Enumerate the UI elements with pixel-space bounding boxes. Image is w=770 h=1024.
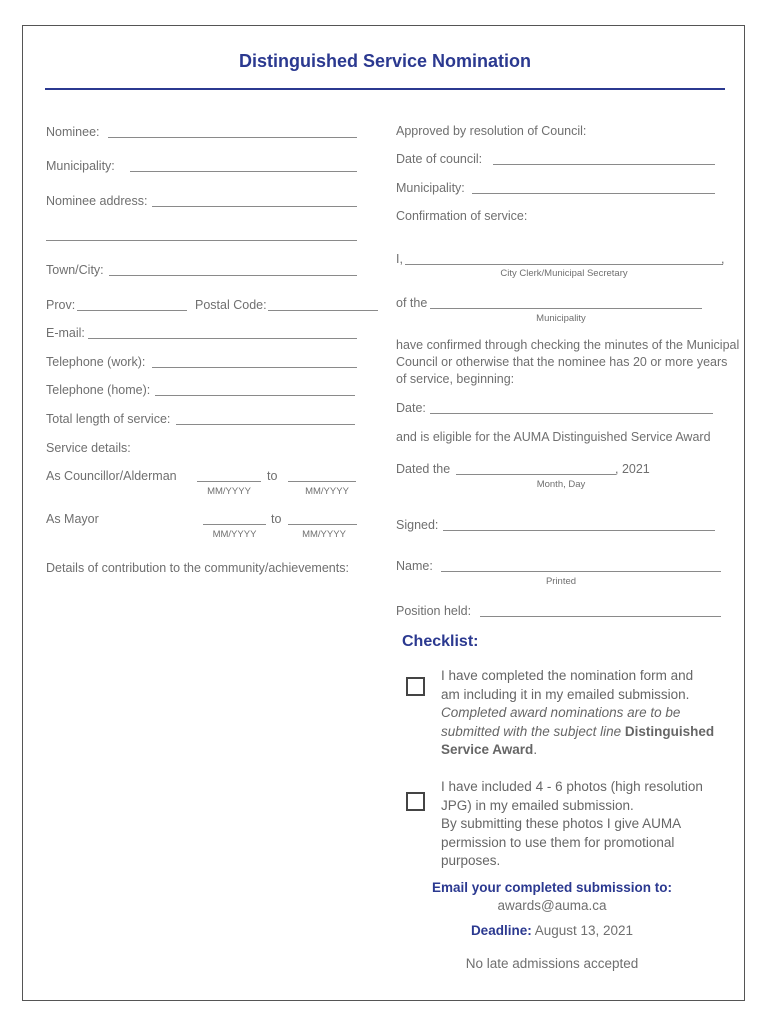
eligible-text: and is eligible for the AUMA Distinguished Service Award <box>396 430 711 444</box>
checklist-item-1 <box>441 667 741 760</box>
dated-the-field[interactable] <box>456 474 616 475</box>
checklist-heading: Checklist: <box>402 633 479 650</box>
councillor-label: As Councillor/Alderman <box>46 469 177 483</box>
prov-label: Prov: <box>46 298 76 312</box>
checklist-item-1-note <box>441 704 741 760</box>
telephone-home-field[interactable] <box>155 395 355 396</box>
name-field[interactable] <box>441 571 721 572</box>
nominee-address-label: Nominee address: <box>46 194 148 208</box>
town-city-field[interactable] <box>109 275 357 276</box>
deadline-line <box>382 923 722 938</box>
date-council-label: Date of council: <box>396 152 483 166</box>
checklist-item-1-subject: Distinguished Service Award <box>441 723 715 757</box>
checklist-item-1-line2: am including it in my emailed submission. <box>441 686 690 702</box>
councillor-from-format: MM/YYYY <box>207 486 251 497</box>
mayor-from-format: MM/YYYY <box>212 529 257 540</box>
confirmation-label: Confirmation of service: <box>396 209 528 223</box>
email-address[interactable]: awards@auma.ca <box>497 898 607 913</box>
i-suffix: , <box>721 252 725 266</box>
checklist-item-2-permission: By submitting these photos I give AUMA permission to use them for promotional purposes. <box>441 816 681 868</box>
right-municipality-label: Municipality: <box>396 181 465 195</box>
mayor-to-field[interactable] <box>288 524 357 525</box>
deadline-date: August 13, 2021 <box>534 923 634 938</box>
title-divider <box>45 88 725 90</box>
nominee-address-field[interactable] <box>152 206 357 207</box>
checklist-checkbox-1[interactable] <box>406 677 425 696</box>
councillor-to-label: to <box>267 469 278 483</box>
postal-code-field[interactable] <box>268 310 378 311</box>
telephone-home-label: Telephone (home): <box>46 383 151 397</box>
prov-field[interactable] <box>77 310 187 311</box>
printed-caption: Printed <box>545 576 577 587</box>
email-label: E-mail: <box>46 326 85 340</box>
signed-label: Signed: <box>396 518 439 532</box>
checklist-checkbox-2[interactable] <box>406 792 425 811</box>
checklist-item-1-period: . <box>533 742 538 757</box>
details-contribution-label: Details of contribution to the community/achievements: <box>46 561 349 575</box>
clerk-caption: City Clerk/Municipal Secretary <box>500 268 628 279</box>
name-label: Name: <box>396 559 433 573</box>
of-the-label: of the <box>396 296 428 310</box>
nominee-address-field-line2[interactable] <box>46 240 357 241</box>
municipality-label: Municipality: <box>46 159 115 173</box>
checklist-item-2 <box>441 778 731 871</box>
no-late-notice: No late admissions accepted <box>465 956 639 971</box>
service-details-label: Service details: <box>46 441 131 455</box>
town-city-label: Town/City: <box>46 263 104 277</box>
mayor-label: As Mayor <box>46 512 99 526</box>
email-field[interactable] <box>88 338 357 339</box>
dated-the-label: Dated the <box>396 462 451 476</box>
email-instructions: Email your completed submission to: <box>431 880 673 895</box>
clerk-name-field[interactable] <box>405 264 723 265</box>
postal-code-label: Postal Code: <box>195 298 267 312</box>
telephone-work-field[interactable] <box>152 367 357 368</box>
form-title: Distinguished Service Nomination <box>238 51 532 71</box>
right-municipality-field[interactable] <box>472 193 715 194</box>
position-held-field[interactable] <box>480 616 721 617</box>
date-label: Date: <box>396 401 426 415</box>
municipality-caption: Municipality <box>536 313 586 324</box>
date-field[interactable] <box>430 413 713 414</box>
mayor-to-label: to <box>271 512 282 526</box>
signed-field[interactable] <box>443 530 715 531</box>
checklist-item-2-text: I have included 4 - 6 photos (high resolution JPG) in my emailed submission. <box>441 779 703 813</box>
telephone-work-label: Telephone (work): <box>46 355 146 369</box>
nominee-field[interactable] <box>108 137 357 138</box>
approved-label: Approved by resolution of Council: <box>396 124 587 138</box>
of-the-municipality-field[interactable] <box>430 308 702 309</box>
councillor-to-format: MM/YYYY <box>305 486 349 497</box>
mayor-from-field[interactable] <box>203 524 266 525</box>
month-day-caption: Month, Day <box>536 479 586 490</box>
councillor-to-field[interactable] <box>288 481 356 482</box>
checklist-item-1-line1: I have completed the nomination form and <box>441 668 694 683</box>
nominee-label: Nominee: <box>46 125 100 139</box>
i-label: I, <box>396 252 403 266</box>
total-length-field[interactable] <box>176 424 355 425</box>
deadline-label: Deadline: <box>470 923 532 938</box>
date-council-field[interactable] <box>493 164 715 165</box>
total-length-label: Total length of service: <box>46 412 171 426</box>
municipality-field[interactable] <box>130 171 357 172</box>
checklist-item-1-italic: Completed award nominations are to be submitted with the subject line <box>441 705 681 739</box>
mayor-to-format: MM/YYYY <box>302 529 346 540</box>
position-held-label: Position held: <box>396 604 472 618</box>
year-text: , 2021 <box>615 462 650 476</box>
confirmed-text: have confirmed through checking the minutes of the Municipal Council or otherwise that the nominee has 20 or more years of service, beginning: <box>396 338 740 386</box>
councillor-from-field[interactable] <box>197 481 261 482</box>
